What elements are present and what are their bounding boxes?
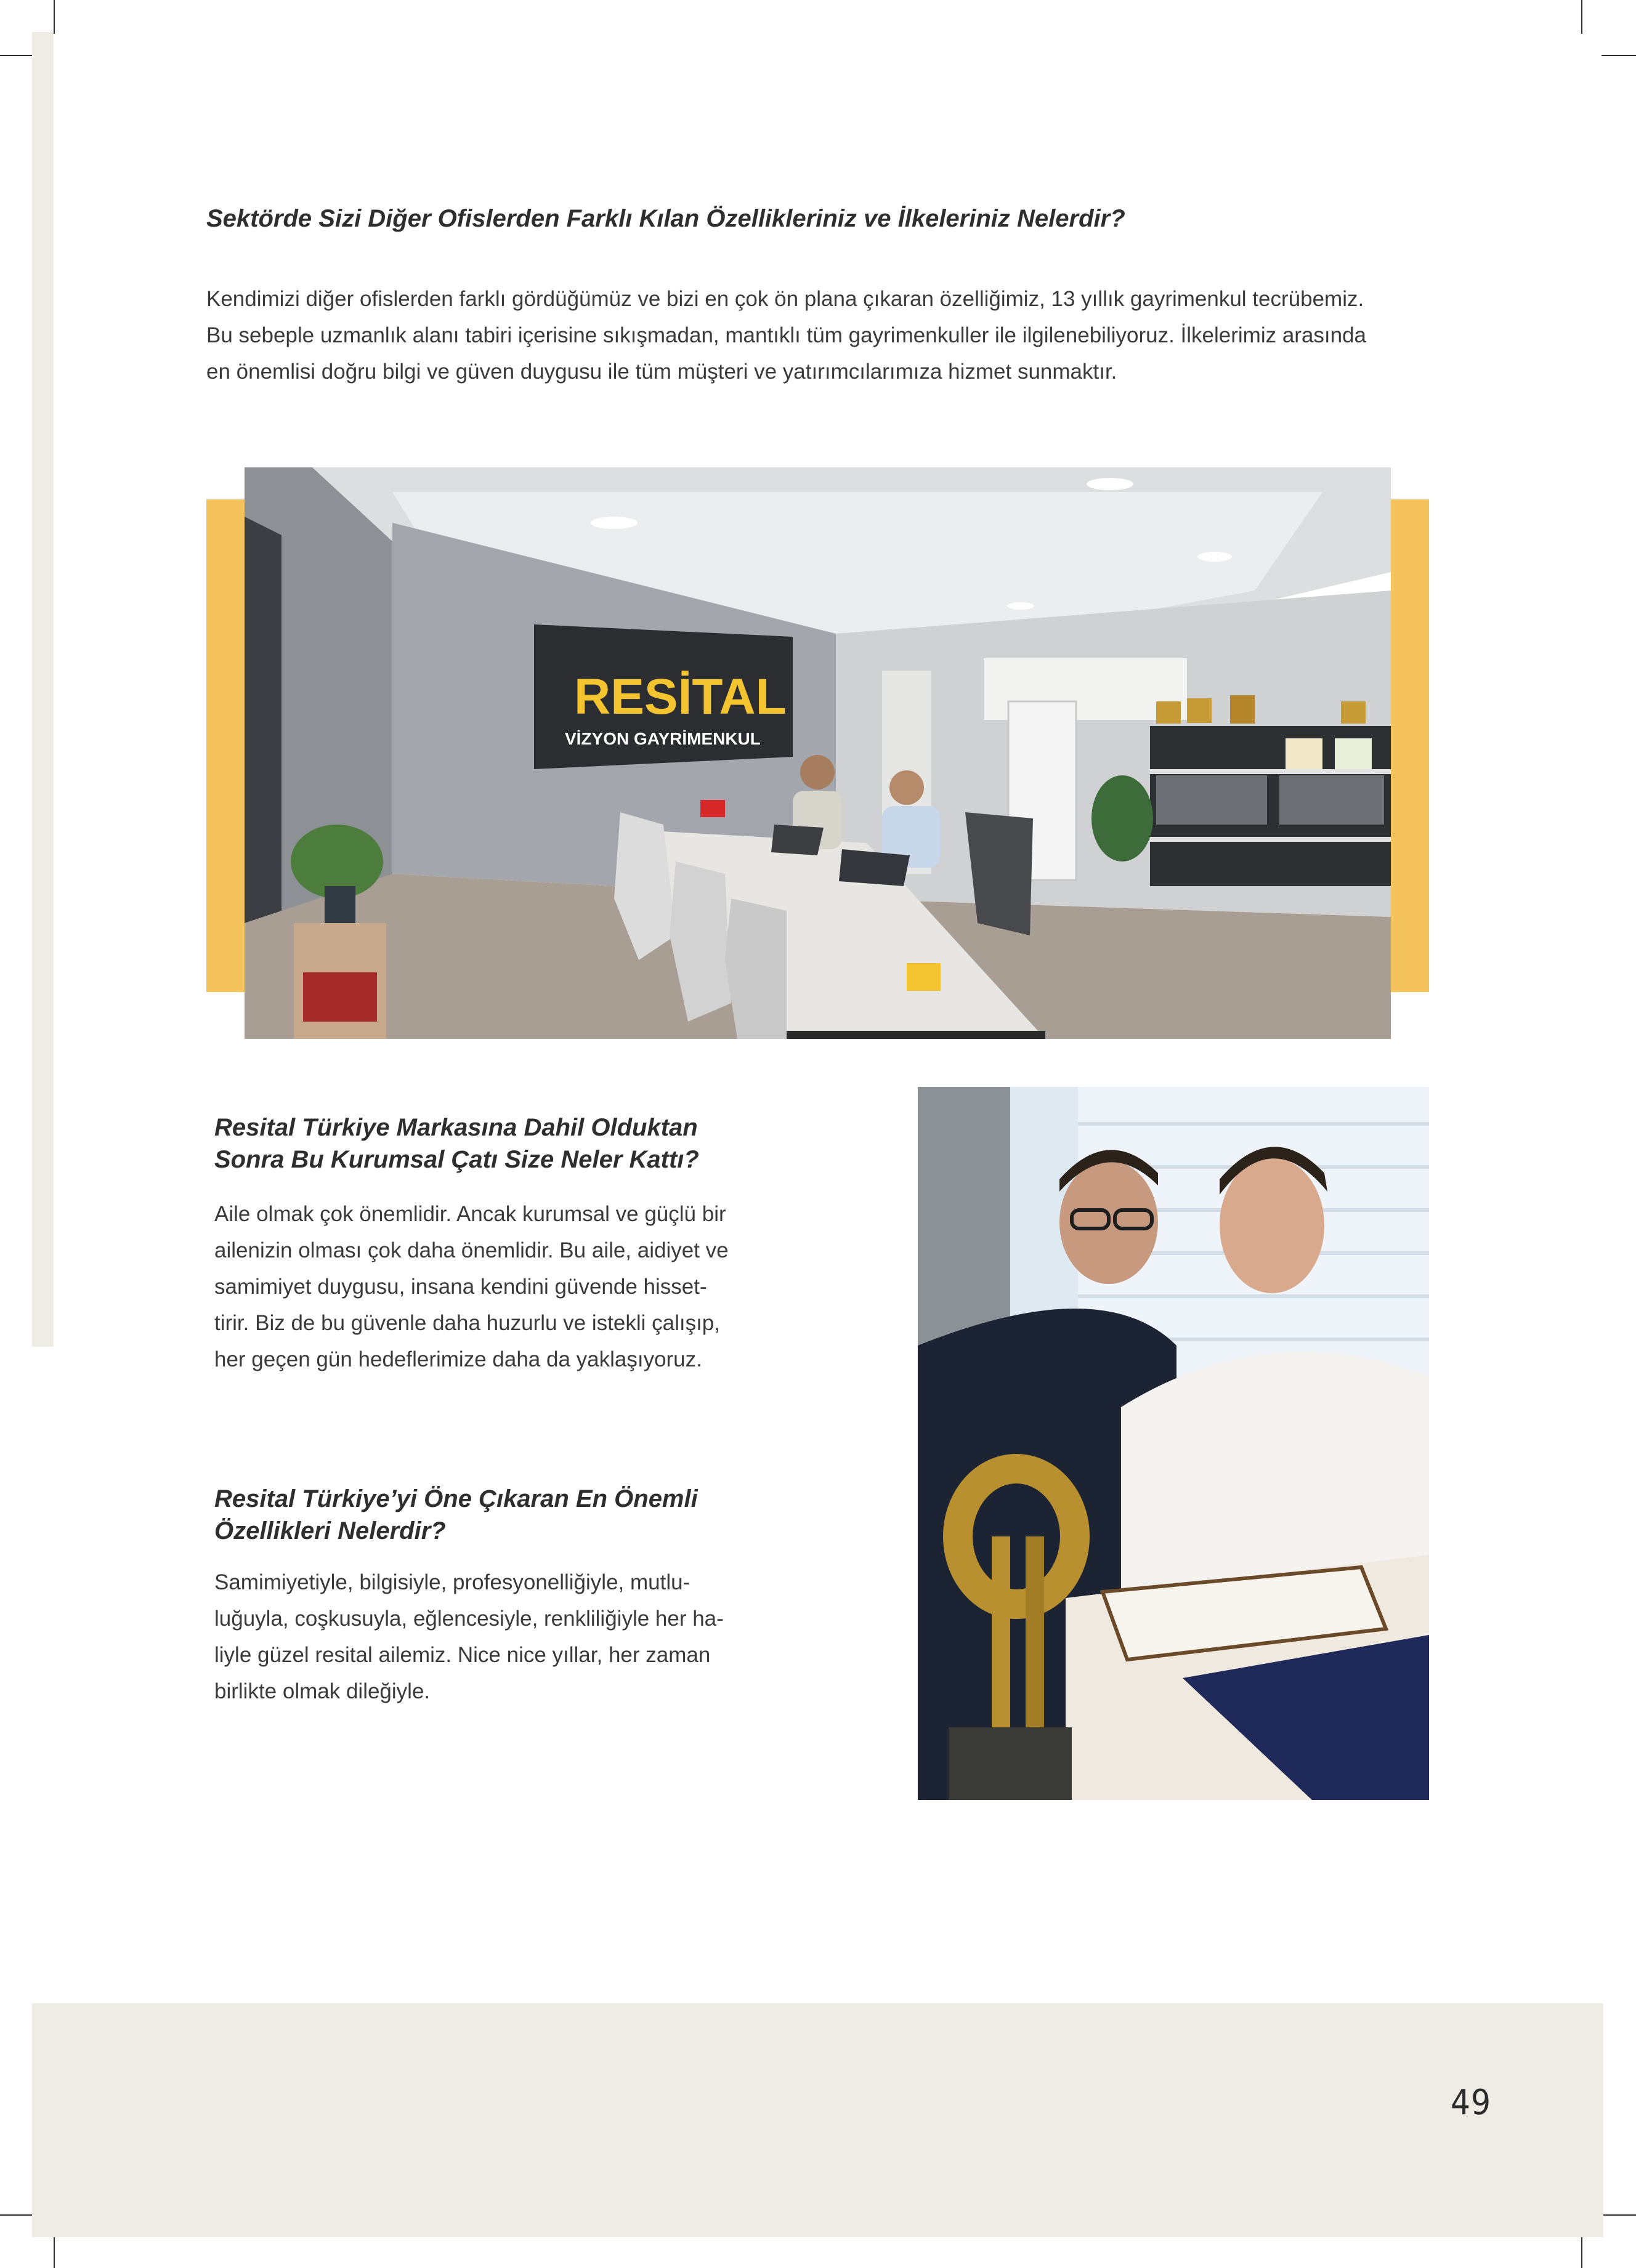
section2-question-line: Resital Türkiye Markasına Dahil Olduktan bbox=[214, 1114, 698, 1141]
section3-question-line: Özellikleri Nelerdir? bbox=[214, 1517, 446, 1544]
section3-line: luğuyla, coşkusuyla, eğlencesiyle, renkliliğiyle her ha- bbox=[214, 1607, 724, 1631]
page-number: 49 bbox=[1451, 2083, 1492, 2123]
section1-question: Sektörde Sizi Diğer Ofislerden Farklı Kılan Özellikleriniz ve İlkeleriniz Nelerdir? bbox=[206, 205, 1125, 232]
crop-mark bbox=[1602, 55, 1636, 56]
section2-line: ailenizin olması çok daha önemlidir. Bu aile, aidiyet ve bbox=[214, 1238, 729, 1262]
crop-mark bbox=[54, 0, 55, 34]
section2-question-line: Sonra Bu Kurumsal Çatı Size Neler Kattı? bbox=[214, 1146, 699, 1173]
yellow-accent-right bbox=[1391, 499, 1429, 992]
section2-question bbox=[214, 1112, 830, 1176]
section3-paragraph bbox=[214, 1564, 753, 1709]
portrait-photo bbox=[918, 1087, 1429, 1800]
sign-brand: RESİTAL bbox=[574, 669, 787, 725]
crop-mark bbox=[0, 2214, 34, 2216]
sign-sub: VİZYON GAYRİMENKUL bbox=[565, 729, 761, 748]
section2-line: samimiyet duygusu, insana kendini güvende hisset- bbox=[214, 1275, 707, 1299]
crop-mark bbox=[54, 2235, 55, 2268]
section3-question-line: Resital Türkiye’yi Öne Çıkaran En Önemli bbox=[214, 1485, 698, 1512]
office-scene bbox=[245, 467, 1391, 1039]
section3-line: Samimiyetiyle, bilgisiyle, profesyonelliğiyle, mutlu- bbox=[214, 1570, 690, 1594]
office-photo bbox=[245, 467, 1391, 1039]
section3-question bbox=[214, 1483, 830, 1547]
section1-paragraph bbox=[206, 281, 1438, 390]
section2-line: her geçen gün hedeflerimize daha da yaklaşıyoruz. bbox=[214, 1347, 702, 1371]
section1-line: Kendimizi diğer ofislerden farklı gördüğümüz ve bizi en çok ön plana çıkaran özelliğimiz, 13 yıllık gayrimenkul tecrübemiz. bbox=[206, 287, 1364, 311]
section1-line: en önemlisi doğru bilgi ve güven duygusu ile tüm müşteri ve yatırımcılarımıza hizmet sunmaktır. bbox=[206, 360, 1117, 384]
crop-mark bbox=[1581, 2235, 1582, 2268]
crop-mark bbox=[0, 55, 34, 56]
section2-paragraph bbox=[214, 1196, 753, 1378]
crop-mark bbox=[1581, 0, 1582, 34]
left-decor-strip bbox=[32, 32, 54, 1347]
portrait-scene bbox=[918, 1087, 1429, 1800]
section3-line: birlikte olmak dileğiyle. bbox=[214, 1679, 431, 1703]
section2-line: Aile olmak çok önemlidir. Ancak kurumsal ve güçlü bir bbox=[214, 1202, 726, 1226]
section2-line: tirir. Biz de bu güvenle daha huzurlu ve istekli çalışıp, bbox=[214, 1311, 720, 1335]
section1-line: Bu sebeple uzmanlık alanı tabiri içerisine sıkışmadan, mantıklı tüm gayrimenkuller ile ilgilenebiliyoruz. İlkelerimiz arasında bbox=[206, 323, 1367, 347]
yellow-accent-left bbox=[206, 499, 245, 992]
crop-mark bbox=[1602, 2214, 1636, 2216]
footer-band bbox=[32, 2003, 1603, 2237]
section3-line: liyle güzel resital ailemiz. Nice nice yıllar, her zaman bbox=[214, 1643, 711, 1667]
